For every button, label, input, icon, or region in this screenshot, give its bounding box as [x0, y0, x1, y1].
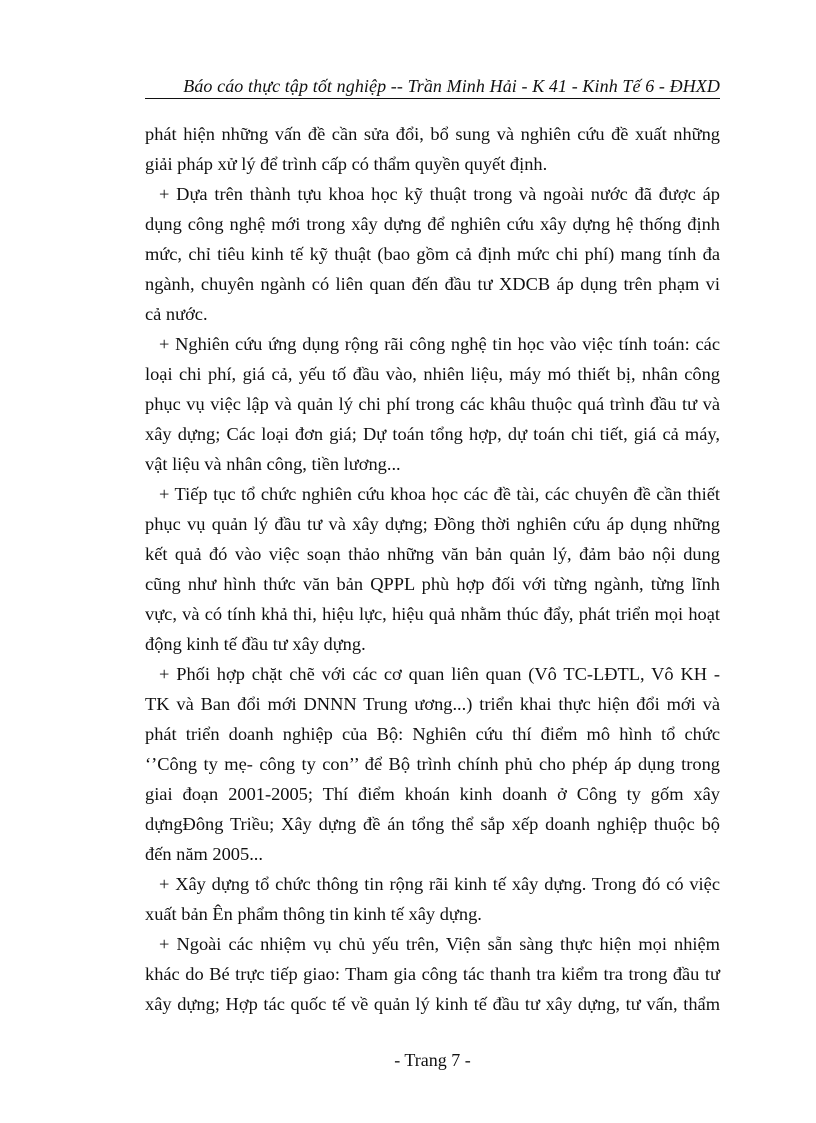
- text-line: + Nghiên cứu ứng dụng rộng rãi công nghệ tin học vào việc tính toán: các: [159, 334, 720, 354]
- text-line: mức, chỉ tiêu kinh tế kỹ thuật (bao gồm cả định mức chi phí) mang tính đa: [145, 244, 720, 264]
- page-header: Báo cáo thực tập tốt nghiệp -- Trần Minh Hải - K 41 - Kinh Tế 6 - ĐHXD: [183, 76, 720, 96]
- text-line: xây dựng; Hợp tác quốc tế về quản lý kinh tế đầu tư xây dựng, tư vấn, thẩm: [145, 994, 720, 1014]
- text-line: cũng như hình thức văn bản QPPL phù hợp đối với từng ngành, từng lĩnh: [145, 574, 720, 594]
- text-line: + Xây dựng tổ chức thông tin rộng rãi kinh tế xây dựng. Trong đó có việc: [159, 874, 720, 894]
- text-line: phục vụ quản lý đầu tư và xây dựng; Đồng thời nghiên cứu áp dụng những: [145, 514, 720, 534]
- text-line: phục vụ việc lập và quản lý chi phí trong các khâu thuộc quá trình đầu tư và: [145, 394, 720, 414]
- body-text: [145, 119, 720, 1019]
- text-line: + Dựa trên thành tựu khoa học kỹ thuật trong và ngoài nước đã được áp: [159, 184, 720, 204]
- text-line: dựngĐông Triều; Xây dựng đề án tổng thể sắp xếp doanh nghiệp thuộc bộ: [145, 814, 720, 834]
- text-line: đến năm 2005...: [145, 844, 263, 864]
- text-line: giai đoạn 2001-2005; Thí điểm khoán kinh doanh ở Công ty gốm xây: [145, 784, 720, 804]
- text-line: ‘’Công ty mẹ- công ty con’’ để Bộ trình chính phủ cho phép áp dụng trong: [145, 754, 720, 774]
- text-line: cả nước.: [145, 304, 208, 324]
- text-line: khác do Bé trực tiếp giao: Tham gia công tác thanh tra kiểm tra trong đầu tư: [145, 964, 720, 984]
- text-line: vật liệu và nhân công, tiền lương...: [145, 454, 401, 474]
- text-line: + Phối hợp chặt chẽ với các cơ quan liên quan (Vô TC-LĐTL, Vô KH -: [159, 664, 720, 684]
- text-line: kết quả đó vào việc soạn thảo những văn bản quản lý, đảm bảo nội dung: [145, 544, 720, 564]
- text-line: giải pháp xử lý để trình cấp có thẩm quyền quyết định.: [145, 154, 548, 174]
- text-line: loại chi phí, giá cả, yếu tố đầu vào, nhiên liệu, máy mó thiết bị, nhân công: [145, 364, 720, 384]
- text-line: động kinh tế đầu tư xây dựng.: [145, 634, 366, 654]
- text-line: phát triển doanh nghiệp của Bộ: Nghiên cứu thí điểm mô hình tổ chức: [145, 724, 720, 744]
- text-line: vực, và có tính khả thi, hiệu lực, hiệu quả nhằm thúc đẩy, phát triển mọi hoạt: [145, 604, 720, 624]
- text-line: xuất bản Ên phẩm thông tin kinh tế xây dựng.: [145, 904, 482, 924]
- text-line: xây dựng; Các loại đơn giá; Dự toán tổng hợp, dự toán chi tiết, giá cả máy,: [145, 424, 720, 444]
- text-line: + Tiếp tục tổ chức nghiên cứu khoa học các đề tài, các chuyên đề cần thiết: [159, 484, 720, 504]
- page-footer: - Trang 7 -: [394, 1050, 471, 1070]
- text-line: dụng công nghệ mới trong xây dựng để nghiên cứu xây dựng hệ thống định: [145, 214, 720, 234]
- text-line: TK và Ban đổi mới DNNN Trung ương...) triển khai thực hiện đổi mới và: [145, 694, 720, 714]
- header-rule: [145, 98, 720, 99]
- text-line: ngành, chuyên ngành có liên quan đến đầu tư XDCB áp dụng trên phạm vi: [145, 274, 720, 294]
- text-line: phát hiện những vấn đề cần sửa đổi, bổ sung và nghiên cứu đề xuất những: [145, 124, 720, 144]
- text-line: + Ngoài các nhiệm vụ chủ yếu trên, Viện sẵn sàng thực hiện mọi nhiệm: [159, 934, 720, 954]
